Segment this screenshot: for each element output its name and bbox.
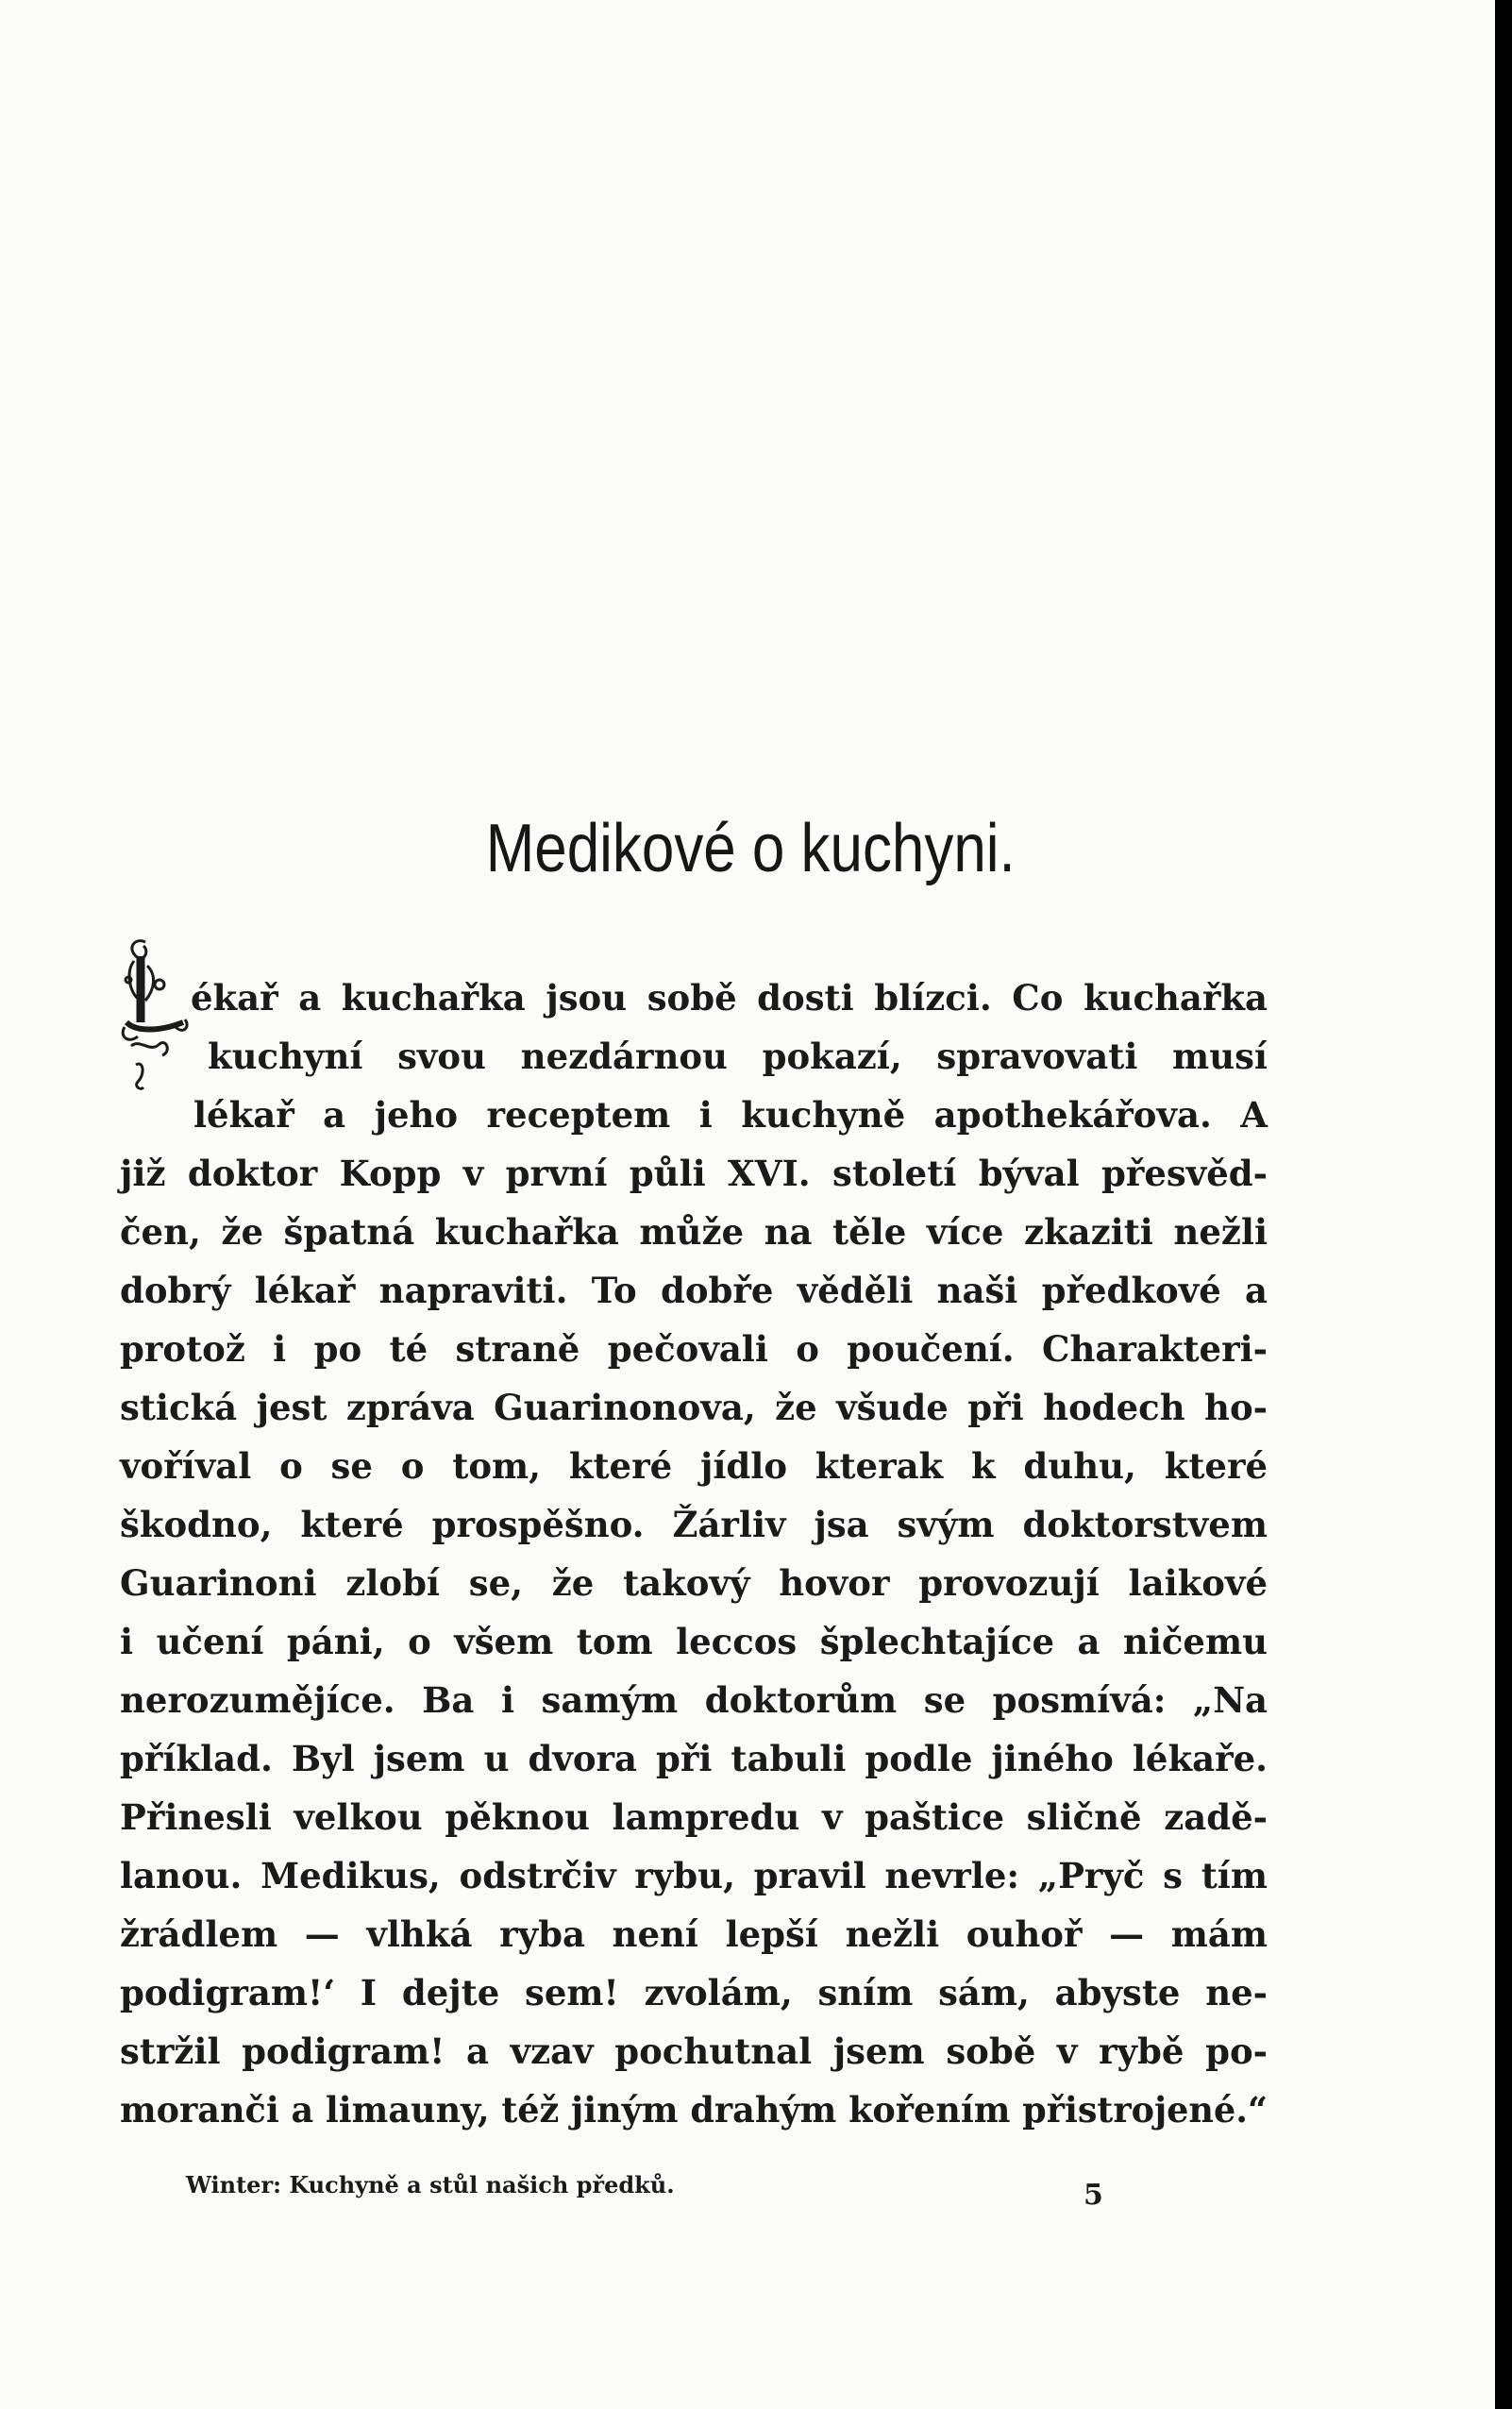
- text-line: Přinesli velkou pěknou lampredu v paštice sličně zadě-: [120, 1796, 1268, 1838]
- text-line: lékař a jeho receptem i kuchyně apothekářova. A: [193, 1094, 1268, 1136]
- text-line: škodno, které prospěšno. Žárliv jsa svým doktorstvem: [120, 1504, 1268, 1545]
- text-line: dobrý lékař napraviti. To dobře věděli naši předkové a: [120, 1270, 1268, 1311]
- text-line: podigram!‘ I dejte sem! zvolám, sním sám, abyste ne-: [120, 1972, 1268, 2013]
- running-footer-title: Winter: Kuchyně a stůl našich předků.: [186, 2171, 675, 2198]
- text-line: nerozumějíce. Ba i samým doktorům se posmívá: „Na: [120, 1679, 1268, 1721]
- text-line: příklad. Byl jsem u dvora při tabuli podle jiného lékaře.: [120, 1738, 1268, 1779]
- text-line: lanou. Medikus, odstrčiv rybu, pravil nevrle: „Pryč s tím: [120, 1855, 1268, 1896]
- text-line: kuchyní svou nezdárnou pokazí, spravovati musí: [208, 1036, 1268, 1077]
- text-line: moranči a limauny, též jiným drahým kořením přistrojené.“: [120, 2089, 1268, 2131]
- text-line: stická jest zpráva Guarinonova, že všude při hodech ho-: [120, 1387, 1268, 1428]
- text-line: i učení páni, o všem tom leccos šplechtajíce a ničemu: [120, 1621, 1268, 1662]
- text-line: protož i po té straně pečovali o poučení. Charakteri-: [120, 1328, 1268, 1370]
- ornamental-drop-cap-icon: [117, 933, 193, 1093]
- signature-mark: 5: [1084, 2179, 1103, 2212]
- text-line: voříval o se o tom, které jídlo kterak k duhu, které: [120, 1445, 1268, 1487]
- text-line: ékař a kuchařka jsou sobě dosti blízci. Co kuchařka: [191, 977, 1268, 1019]
- text-line: čen, že špatná kuchařka může na těle více zkaziti nežli: [120, 1211, 1268, 1253]
- text-line: Guarinoni zlobí se, že takový hovor provozují laikové: [120, 1562, 1268, 1604]
- scan-border: [1495, 0, 1512, 2409]
- chapter-title: Medikové o kuchyni.: [485, 811, 1016, 886]
- text-line: stržil podigram! a vzav pochutnal jsem sobě v rybě po-: [120, 2030, 1268, 2072]
- text-line: žrádlem — vlhká ryba není lepší nežli ouhoř — mám: [120, 1913, 1268, 1955]
- text-line: již doktor Kopp v první půli XVI. století býval přesvěd-: [120, 1153, 1268, 1194]
